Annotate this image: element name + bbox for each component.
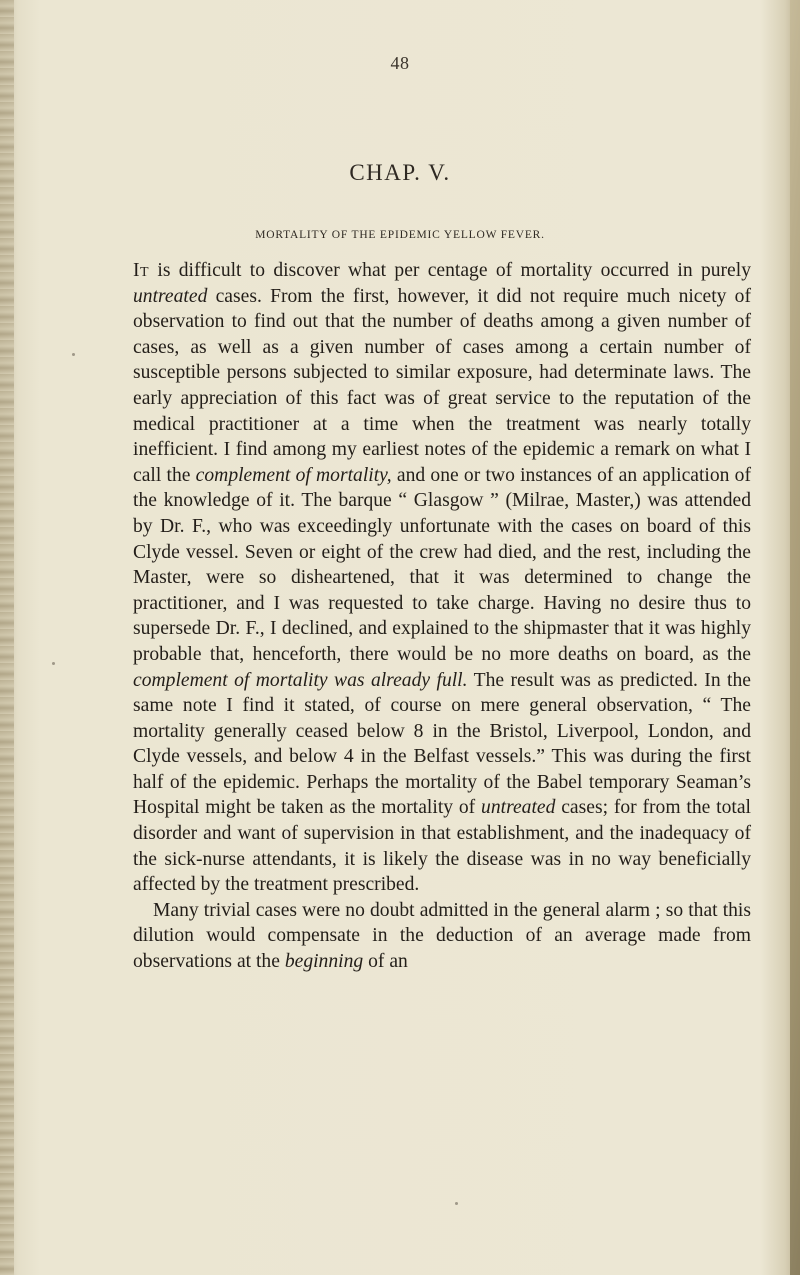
- italic-phrase: complement of mortality was already full.: [133, 669, 468, 691]
- italic-phrase: complement of mortality,: [195, 464, 392, 486]
- text-run: cases. From the first, however, it did not require much nicety of observation to find out that the number of deaths among a given number of cases, as well as a given number of cases among a certain number of susceptible persons subjected to similar exposure, had determinate laws. The early appreciation of this fact was of great service to the reputation of the medical practitioner at a time when the treatment was nearly totally inefficient. I find among my earliest notes of the epidemic a remark on what I call the: [133, 285, 751, 486]
- text-run: Many trivial cases were no doubt admitted in the general alarm ; so that this dilution would compensate in the deduction of an average made from observations at the: [133, 899, 751, 973]
- paragraph: [133, 258, 751, 898]
- chapter-title: CHAP. V.: [349, 160, 451, 185]
- text-run: cases; for from the total disorder and want of supervision in that establishment, and the inadequacy of the sick-nurse attendants, it is likely the disease was in no way beneficially affected by the treatment prescribed.: [133, 797, 751, 896]
- page-number: 48: [390, 53, 410, 73]
- text-run: The result was as predicted. In the same note I find it stated, of course on mere general observation, “ The mortality generally ceased below 8 in the Bristol, Liverpool, London, and Clyde vessels, and below 4 in the Belfast vessels.” This was during the first half of the epidemic. Perhaps the mortality of the Babel temporary Seaman’s Hospital might be taken as the mortality of: [133, 669, 751, 819]
- italic-phrase: untreated: [133, 285, 208, 307]
- page-edge-shadow: [790, 0, 800, 1275]
- paper-speck: [52, 662, 55, 665]
- text-run: is difficult to discover what per centage of mortality occurred in purely: [149, 260, 751, 281]
- text-run: of an: [363, 951, 408, 973]
- paragraph-lead-word: It: [133, 260, 150, 281]
- text-run: and one or two instances of an application of the knowledge of it. The barque “ Glasgow ” (Milrae, Master,) was attended by Dr. F., who was exceedingly unfortunate with the cases on board of this Clyde vessel. Seven or eight of the crew had died, and the rest, including the Master, were so disheartened, that it was determined to change the practitioner, and I was requested to take charge. Having no desire thus to supersede Dr. F., I declined, and explained to the shipmaster that it was highly probable that, henceforth, there would be no more deaths on board, as the: [133, 464, 751, 665]
- page-gutter-shadow: [0, 0, 14, 1275]
- italic-phrase: untreated: [481, 797, 556, 819]
- paper-speck: [455, 1202, 458, 1205]
- body-text: [133, 258, 751, 975]
- paper-speck: [72, 353, 75, 356]
- paragraph: [133, 898, 751, 975]
- italic-phrase: beginning: [284, 951, 364, 973]
- chapter-subtitle: MORTALITY OF THE EPIDEMIC YELLOW FEVER.: [255, 229, 545, 241]
